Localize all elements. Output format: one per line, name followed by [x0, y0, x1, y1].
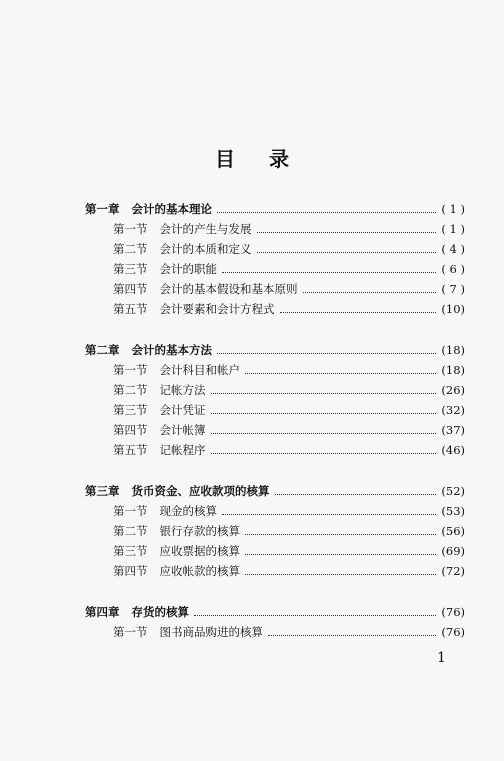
page-ref: (56)	[441, 524, 465, 538]
dot-leader	[211, 393, 437, 394]
section-title	[113, 561, 240, 581]
page-number: 1	[437, 650, 446, 666]
section-name: 记帐方法	[159, 383, 206, 397]
dot-leader	[222, 514, 436, 515]
chapter-name: 存货的核算	[131, 605, 189, 619]
dot-leader	[245, 574, 436, 575]
table-of-contents	[85, 199, 465, 642]
page-ref: (10)	[441, 302, 465, 316]
page-ref: ( 7 )	[441, 282, 465, 296]
toc-section[interactable]	[85, 239, 465, 259]
section-name: 会计的职能	[159, 262, 217, 276]
chapter-name: 会计的基本理论	[131, 202, 212, 216]
chapter-title	[85, 602, 189, 622]
section-number: 第四节	[113, 564, 148, 578]
section-number: 第三节	[113, 262, 148, 276]
toc-chapter[interactable]	[85, 340, 465, 360]
section-name: 应收帐款的核算	[159, 564, 240, 578]
dot-leader	[222, 272, 436, 273]
page-ref: ( 1 )	[441, 222, 465, 236]
section-title	[113, 420, 206, 440]
toc-section[interactable]	[85, 360, 465, 380]
toc-section[interactable]	[85, 380, 465, 400]
dot-leader	[217, 353, 436, 354]
toc-chapter[interactable]	[85, 199, 465, 219]
chapter-title	[85, 481, 270, 501]
chapter-title	[85, 199, 212, 219]
section-title	[113, 440, 206, 460]
page-ref: (46)	[441, 443, 465, 457]
section-number: 第二节	[113, 383, 148, 397]
section-number: 第二节	[113, 524, 148, 538]
page-ref: (76)	[441, 625, 465, 639]
toc-section[interactable]	[85, 279, 465, 299]
dot-leader	[211, 453, 437, 454]
section-title	[113, 541, 240, 561]
section-title	[113, 501, 217, 521]
section-name: 现金的核算	[159, 504, 217, 518]
section-title	[113, 299, 275, 319]
title-char: 录	[269, 147, 289, 171]
dot-leader	[194, 615, 436, 616]
section-title	[113, 622, 263, 642]
page-ref: (76)	[441, 605, 465, 619]
toc-section[interactable]	[85, 521, 465, 541]
page-ref: ( 4 )	[441, 242, 465, 256]
toc-section[interactable]	[85, 259, 465, 279]
dot-leader	[217, 212, 436, 213]
section-name: 银行存款的核算	[159, 524, 240, 538]
toc-section[interactable]	[85, 299, 465, 319]
dot-leader	[211, 413, 437, 414]
section-number: 第一节	[113, 222, 148, 236]
section-name: 会计帐簿	[159, 423, 206, 437]
page-ref: (32)	[441, 403, 465, 417]
page-ref: (26)	[441, 383, 465, 397]
toc-section[interactable]	[85, 622, 465, 642]
dot-leader	[245, 373, 436, 374]
chapter-number: 第四章	[85, 605, 120, 619]
section-title	[113, 239, 252, 259]
page-ref: (18)	[441, 363, 465, 377]
section-number: 第二节	[113, 242, 148, 256]
section-title	[113, 400, 206, 420]
chapter-number: 第一章	[85, 202, 120, 216]
section-name: 会计的基本假设和基本原则	[159, 282, 298, 296]
dot-leader	[275, 494, 437, 495]
page-ref: (37)	[441, 423, 465, 437]
dot-leader	[257, 252, 437, 253]
page-ref: (53)	[441, 504, 465, 518]
section-name: 会计的本质和定义	[159, 242, 252, 256]
toc-chapter[interactable]	[85, 602, 465, 622]
section-number: 第三节	[113, 403, 148, 417]
dot-leader	[280, 312, 437, 313]
page-ref: ( 1 )	[441, 202, 465, 216]
page-title	[0, 143, 504, 172]
chapter-name: 货币资金、应收款项的核算	[131, 484, 270, 498]
page-ref: (52)	[441, 484, 465, 498]
toc-section[interactable]	[85, 440, 465, 460]
dot-leader	[245, 554, 436, 555]
dot-leader	[211, 433, 437, 434]
toc-chapter[interactable]	[85, 481, 465, 501]
section-title	[113, 380, 206, 400]
toc-section[interactable]	[85, 541, 465, 561]
toc-section[interactable]	[85, 400, 465, 420]
section-name: 会计要素和会计方程式	[159, 302, 275, 316]
section-number: 第三节	[113, 544, 148, 558]
section-name: 会计科目和帐户	[159, 363, 240, 377]
chapter-number: 第二章	[85, 343, 120, 357]
section-number: 第一节	[113, 504, 148, 518]
section-name: 会计的产生与发展	[159, 222, 252, 236]
section-number: 第四节	[113, 423, 148, 437]
section-title	[113, 521, 240, 541]
section-title	[113, 259, 217, 279]
section-title	[113, 219, 252, 239]
chapter-number: 第三章	[85, 484, 120, 498]
page-ref: (18)	[441, 343, 465, 357]
page-ref: ( 6 )	[441, 262, 465, 276]
dot-leader	[257, 232, 437, 233]
section-number: 第四节	[113, 282, 148, 296]
section-number: 第一节	[113, 363, 148, 377]
section-name: 图书商品购进的核算	[159, 625, 263, 639]
dot-leader	[268, 635, 436, 636]
title-char: 目	[215, 147, 235, 171]
chapter-title	[85, 340, 212, 360]
toc-section[interactable]	[85, 219, 465, 239]
dot-leader	[245, 534, 436, 535]
page-ref: (69)	[441, 544, 465, 558]
page-ref: (72)	[441, 564, 465, 578]
section-name: 会计凭证	[159, 403, 206, 417]
section-number: 第一节	[113, 625, 148, 639]
toc-section[interactable]	[85, 501, 465, 521]
section-name: 应收票据的核算	[159, 544, 240, 558]
toc-section[interactable]	[85, 420, 465, 440]
section-title	[113, 279, 298, 299]
toc-section[interactable]	[85, 561, 465, 581]
dot-leader	[303, 292, 437, 293]
chapter-name: 会计的基本方法	[131, 343, 212, 357]
section-name: 记帐程序	[159, 443, 206, 457]
section-number: 第五节	[113, 302, 148, 316]
section-title	[113, 360, 240, 380]
section-number: 第五节	[113, 443, 148, 457]
